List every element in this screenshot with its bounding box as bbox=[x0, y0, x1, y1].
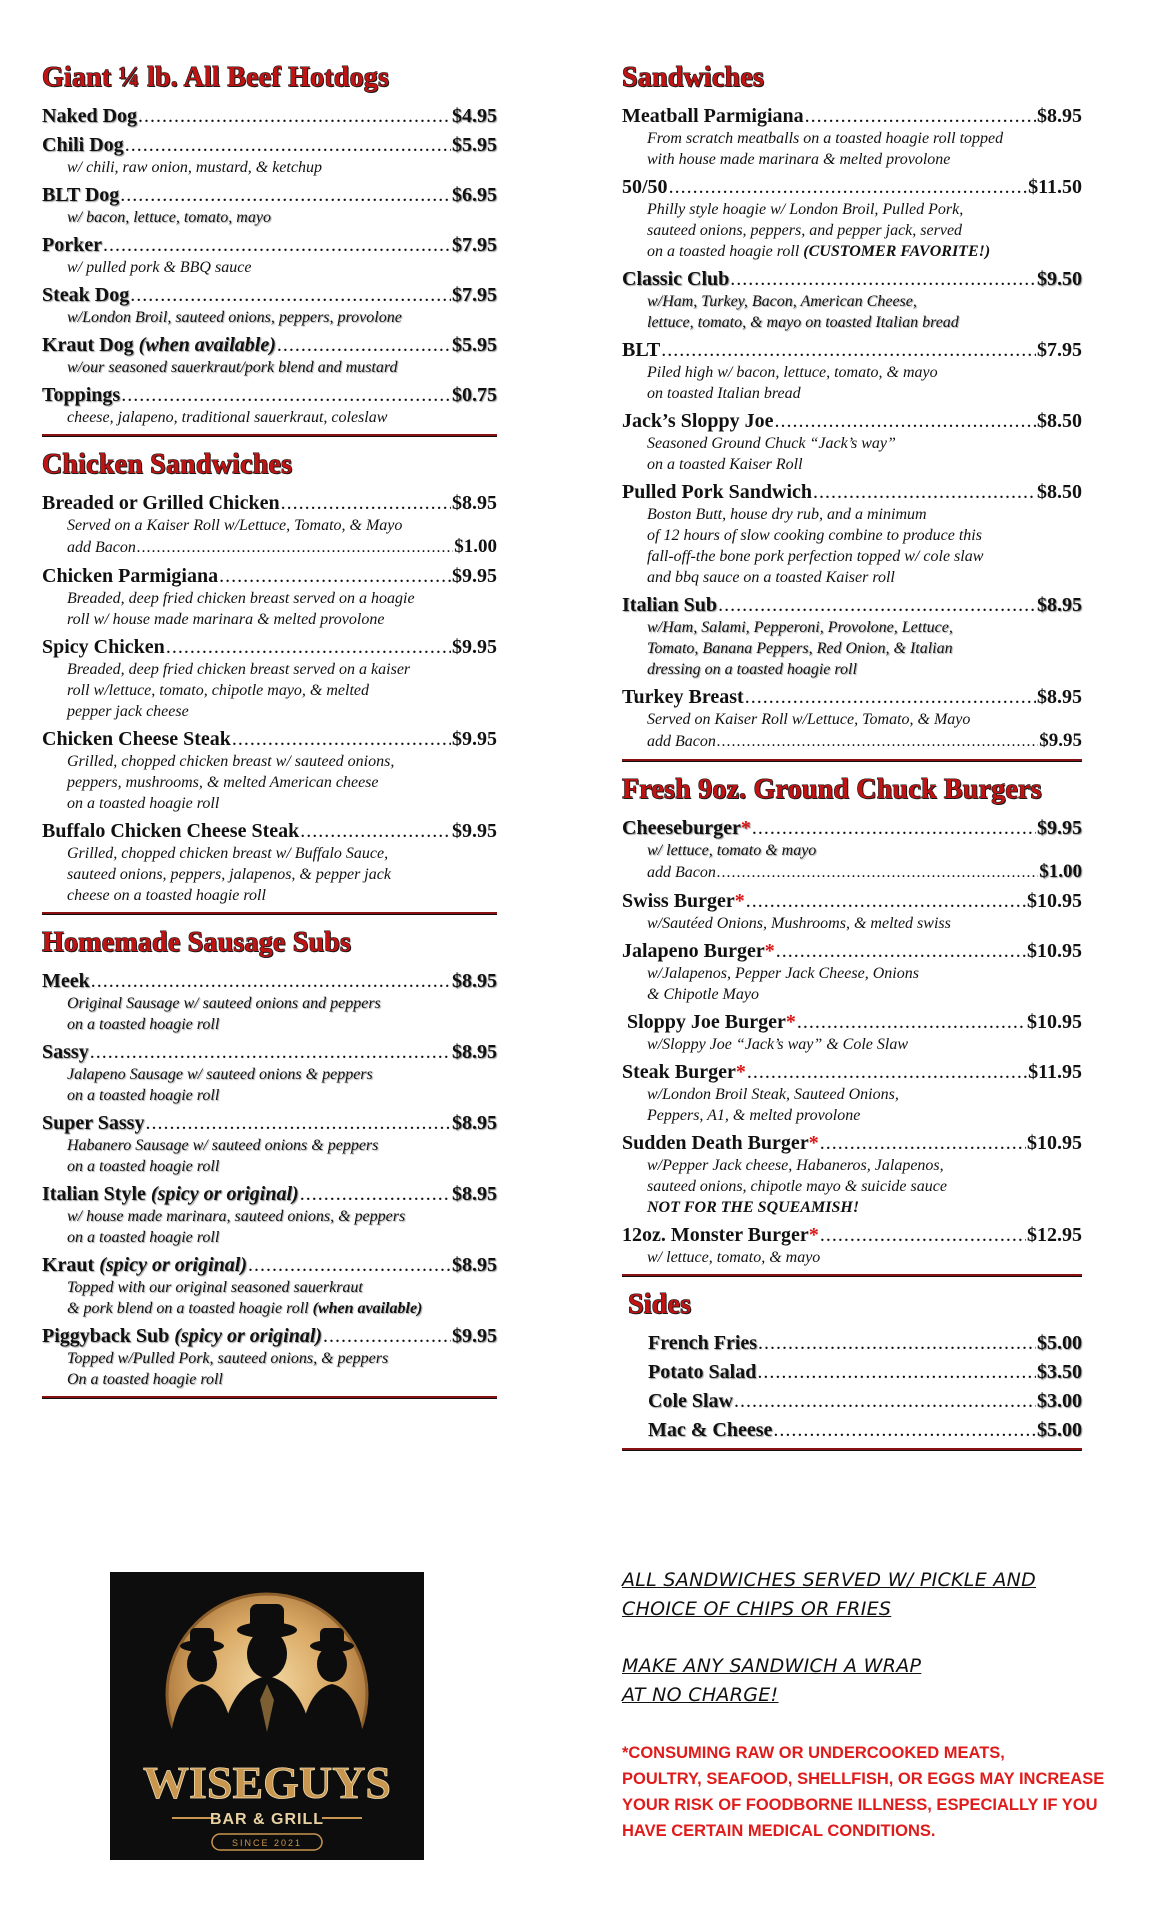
item-description: Breaded, deep fried chicken breast served on a kaiser bbox=[67, 661, 411, 678]
menu-item bbox=[622, 409, 1082, 475]
left-column bbox=[42, 62, 497, 1411]
item-name: Porker bbox=[42, 234, 102, 256]
item-price: $9.50 bbox=[1037, 268, 1082, 290]
item-description: on a toasted Kaiser Roll bbox=[647, 456, 803, 473]
item-name: 12oz. Monster Burger* bbox=[622, 1224, 819, 1246]
item-price: $4.95 bbox=[452, 105, 497, 127]
divider bbox=[42, 912, 497, 915]
item-description: w/Ham, Turkey, Bacon, American Cheese, bbox=[647, 293, 917, 310]
section-title: Sandwiches bbox=[622, 62, 765, 93]
item-price: $5.95 bbox=[452, 134, 497, 156]
menu-notes bbox=[622, 1566, 1142, 1844]
item-price: $8.95 bbox=[1037, 594, 1082, 616]
logo-since: SINCE 2021 bbox=[231, 1838, 303, 1848]
item-price: $8.95 bbox=[452, 1254, 497, 1276]
item-name: Cole Slaw bbox=[648, 1390, 733, 1412]
menu-item bbox=[622, 1223, 1082, 1268]
item-description: roll w/lettuce, tomato, chipotle mayo, & melted bbox=[67, 682, 370, 699]
item-price: $7.95 bbox=[452, 284, 497, 306]
item-name: Chili Dog bbox=[42, 134, 124, 156]
health-warning bbox=[622, 1740, 1142, 1844]
menu-item bbox=[42, 635, 497, 722]
section-title: Homemade Sausage Subs bbox=[42, 927, 352, 958]
item-description: w/ lettuce, tomato & mayo bbox=[647, 842, 817, 859]
item-name: Sassy bbox=[42, 1041, 89, 1063]
menu-item bbox=[42, 233, 497, 278]
item-price: $9.95 bbox=[452, 565, 497, 587]
item-description: Jalapeno Sausage w/ sauteed onions & peppers bbox=[67, 1066, 373, 1083]
item-name: Spicy Chicken bbox=[42, 636, 165, 658]
item-name: Kraut (spicy or original) bbox=[42, 1254, 247, 1276]
wiseguys-logo bbox=[110, 1572, 424, 1860]
item-description: and bbq sauce on a toasted Kaiser roll bbox=[647, 569, 895, 586]
item-description: cheese on a toasted hoagie roll bbox=[67, 887, 266, 904]
item-price: $10.95 bbox=[1027, 1011, 1082, 1033]
star-marker: * bbox=[735, 1061, 746, 1083]
menu-item bbox=[622, 816, 1082, 884]
item-name-suffix: (spicy or original) bbox=[174, 1325, 323, 1347]
item-price: $3.50 bbox=[1037, 1361, 1082, 1383]
item-description: w/ lettuce, tomato, & mayo bbox=[647, 1249, 821, 1266]
star-marker: * bbox=[785, 1011, 796, 1033]
menu-item bbox=[42, 104, 497, 128]
menu-item bbox=[622, 1131, 1082, 1218]
menu-item bbox=[42, 819, 497, 906]
item-addon bbox=[42, 536, 497, 559]
item-description: w/Pepper Jack cheese, Habaneros, Jalapenos, bbox=[647, 1157, 944, 1174]
item-name: Piggyback Sub (spicy or original) bbox=[42, 1325, 323, 1347]
item-name: Turkey Breast bbox=[622, 686, 744, 708]
menu-item bbox=[622, 267, 1082, 333]
item-name: French Fries bbox=[648, 1332, 758, 1354]
item-description: on toasted Italian bread bbox=[647, 385, 801, 402]
menu-item bbox=[42, 383, 497, 428]
addon-price: $9.95 bbox=[1039, 730, 1082, 751]
item-description: Peppers, A1, & melted provolone bbox=[647, 1107, 861, 1124]
item-name: Sloppy Joe Burger* bbox=[627, 1011, 796, 1033]
item-description: Grilled, chopped chicken breast w/ Buffalo Sauce, bbox=[67, 845, 389, 862]
wrap-note: MAKE ANY SANDWICH A WRAP bbox=[622, 1655, 922, 1677]
item-name: Mac & Cheese bbox=[648, 1419, 773, 1441]
item-description: peppers, mushrooms, & melted American cheese bbox=[67, 774, 379, 791]
item-name: Swiss Burger* bbox=[622, 890, 745, 912]
item-price: $9.95 bbox=[452, 820, 497, 842]
item-description: w/ house made marinara, sauteed onions, & peppers bbox=[67, 1208, 406, 1225]
logo-subtitle: BAR & GRILL bbox=[209, 1811, 325, 1828]
item-price: $12.95 bbox=[1027, 1224, 1082, 1246]
menu-item bbox=[42, 333, 497, 378]
star-marker: * bbox=[808, 1132, 819, 1154]
divider bbox=[42, 434, 497, 437]
item-name: 50/50 bbox=[622, 176, 668, 198]
sausage-section bbox=[42, 927, 497, 1399]
item-name: Breaded or Grilled Chicken bbox=[42, 492, 280, 514]
item-description: w/our seasoned sauerkraut/pork blend and mustard bbox=[67, 359, 398, 376]
item-name: Meatball Parmigiana bbox=[622, 105, 804, 127]
item-name: BLT bbox=[622, 339, 661, 361]
item-name: Jalapeno Burger* bbox=[622, 940, 775, 962]
item-description: on a toasted hoagie roll bbox=[67, 1087, 220, 1104]
item-price: $8.95 bbox=[452, 492, 497, 514]
menu-item bbox=[622, 104, 1082, 170]
item-description: on a toasted hoagie roll (CUSTOMER FAVORITE!) bbox=[647, 243, 991, 260]
star-marker: * bbox=[764, 940, 775, 962]
serving-note: CHOICE OF CHIPS OR FRIES bbox=[622, 1598, 892, 1620]
menu-item bbox=[42, 183, 497, 228]
item-name-suffix: (when available) bbox=[138, 334, 276, 356]
item-description: on a toasted hoagie roll bbox=[67, 1229, 220, 1246]
menu-item bbox=[622, 1060, 1082, 1126]
divider bbox=[42, 1396, 497, 1399]
item-name: Steak Dog bbox=[42, 284, 130, 306]
item-description: & Chipotle Mayo bbox=[647, 986, 759, 1003]
item-description: on a toasted hoagie roll bbox=[67, 1016, 220, 1033]
item-price: $5.00 bbox=[1037, 1332, 1082, 1354]
section-title: Sides bbox=[628, 1289, 692, 1320]
menu-item bbox=[622, 889, 1082, 934]
menu-item bbox=[42, 564, 497, 630]
item-name: Naked Dog bbox=[42, 105, 138, 127]
sandwiches-section bbox=[622, 62, 1082, 762]
menu-item bbox=[622, 1010, 1082, 1055]
addon-label: add Bacon bbox=[647, 733, 716, 750]
addon-price: $1.00 bbox=[454, 536, 497, 557]
section-title: Fresh 9oz. Ground Chuck Burgers bbox=[622, 774, 1042, 805]
item-description: Habanero Sausage w/ sauteed onions & peppers bbox=[67, 1137, 379, 1154]
item-description: Tomato, Banana Peppers, Red Onion, & Italian bbox=[647, 640, 953, 657]
item-description: with house made marinara & melted provolone bbox=[647, 151, 951, 168]
item-description: lettuce, tomato, & mayo on toasted Italian bread bbox=[647, 314, 959, 331]
menu-item bbox=[42, 1324, 497, 1390]
item-name: Sudden Death Burger* bbox=[622, 1132, 819, 1154]
item-description: Topped with our original seasoned sauerkraut bbox=[67, 1279, 363, 1296]
menu-item bbox=[622, 338, 1082, 404]
section-title: Chicken Sandwiches bbox=[42, 449, 293, 480]
item-description: On a toasted hoagie roll bbox=[67, 1371, 223, 1388]
item-name-suffix: (spicy or original) bbox=[150, 1183, 299, 1205]
warning-line: *CONSUMING RAW OR UNDERCOOKED MEATS, bbox=[622, 1744, 1005, 1762]
hotdogs-section bbox=[42, 62, 497, 437]
section-title: Giant ¼ lb. All Beef Hotdogs bbox=[42, 62, 390, 93]
item-price: $9.95 bbox=[452, 728, 497, 750]
menu-item bbox=[42, 283, 497, 328]
item-price: $7.95 bbox=[1037, 339, 1082, 361]
menu-item bbox=[42, 491, 497, 559]
item-name: Super Sassy bbox=[42, 1112, 145, 1134]
item-description: on a toasted hoagie roll bbox=[67, 795, 220, 812]
item-description: Topped w/Pulled Pork, sauteed onions, & peppers bbox=[67, 1350, 389, 1367]
item-price: $6.95 bbox=[452, 184, 497, 206]
item-description: Served on Kaiser Roll w/Lettuce, Tomato, & Mayo bbox=[647, 711, 971, 728]
item-name: Chicken Parmigiana bbox=[42, 565, 219, 587]
item-description: Served on a Kaiser Roll w/Lettuce, Tomato, & Mayo bbox=[67, 517, 403, 534]
item-name: Chicken Cheese Steak bbox=[42, 728, 231, 750]
addon-price: $1.00 bbox=[1039, 861, 1082, 882]
item-description: w/Ham, Salami, Pepperoni, Provolone, Lettuce, bbox=[647, 619, 953, 636]
item-addon bbox=[622, 730, 1082, 753]
serving-note: ALL SANDWICHES SERVED W/ PICKLE AND bbox=[622, 1569, 1037, 1591]
divider bbox=[622, 1448, 1082, 1451]
item-name: Cheeseburger* bbox=[622, 817, 751, 839]
menu-item bbox=[42, 1182, 497, 1248]
item-name-suffix: (spicy or original) bbox=[99, 1254, 247, 1276]
item-description: w/ pulled pork & BBQ sauce bbox=[67, 259, 252, 276]
item-description: roll w/ house made marinara & melted provolone bbox=[67, 611, 385, 628]
favorite-note: (CUSTOMER FAVORITE!) bbox=[803, 243, 991, 260]
item-name: Pulled Pork Sandwich bbox=[622, 481, 813, 503]
menu-item bbox=[622, 685, 1082, 753]
item-price: $5.95 bbox=[452, 334, 497, 356]
burgers-section bbox=[622, 774, 1082, 1277]
item-price: $11.50 bbox=[1028, 176, 1082, 198]
menu-item bbox=[42, 969, 497, 1035]
chicken-section bbox=[42, 449, 497, 915]
item-price: $9.95 bbox=[1037, 817, 1082, 839]
item-description: Boston Butt, house dry rub, and a minimum bbox=[647, 506, 927, 523]
availability-note: (when available) bbox=[312, 1300, 423, 1317]
logo-graphic bbox=[110, 1572, 424, 1860]
menu-item bbox=[622, 1360, 1082, 1384]
warning-note: NOT FOR THE SQUEAMISH! bbox=[647, 1199, 860, 1216]
item-description: sauteed onions, peppers, and pepper jack, served bbox=[647, 222, 963, 239]
item-description: & pork blend on a toasted hoagie roll (when available) bbox=[67, 1300, 423, 1317]
item-description: Seasoned Ground Chuck “Jack’s way” bbox=[647, 435, 896, 452]
addon-label: add Bacon bbox=[647, 864, 716, 881]
menu-item bbox=[622, 939, 1082, 1005]
item-description: fall-off-the bone pork perfection topped w/ cole slaw bbox=[647, 548, 984, 565]
item-description: w/ chili, raw onion, mustard, & ketchup bbox=[67, 159, 322, 176]
menu-item bbox=[622, 1331, 1082, 1355]
item-price: $5.00 bbox=[1037, 1419, 1082, 1441]
item-name: Steak Burger* bbox=[622, 1061, 746, 1083]
item-price: $0.75 bbox=[452, 384, 497, 406]
item-price: $8.50 bbox=[1037, 410, 1082, 432]
item-price: $7.95 bbox=[452, 234, 497, 256]
divider bbox=[622, 759, 1082, 762]
item-price: $10.95 bbox=[1027, 890, 1082, 912]
item-description: w/Jalapenos, Pepper Jack Cheese, Onions bbox=[647, 965, 919, 982]
item-description: w/Sloppy Joe “Jack’s way” & Cole Slaw bbox=[647, 1036, 909, 1053]
item-name: Buffalo Chicken Cheese Steak bbox=[42, 820, 300, 842]
item-price: $11.95 bbox=[1028, 1061, 1082, 1083]
menu-item bbox=[622, 1389, 1082, 1413]
item-name: Toppings bbox=[42, 384, 121, 406]
menu-item bbox=[42, 1111, 497, 1177]
menu-item bbox=[622, 1418, 1082, 1442]
item-description: pepper jack cheese bbox=[67, 703, 189, 720]
item-price: $8.50 bbox=[1037, 481, 1082, 503]
item-description: on a toasted hoagie roll bbox=[67, 1158, 220, 1175]
item-addon bbox=[622, 861, 1082, 884]
item-name: Classic Club bbox=[622, 268, 730, 290]
star-marker: * bbox=[740, 817, 751, 839]
menu-item bbox=[622, 175, 1082, 262]
item-price: $9.95 bbox=[452, 636, 497, 658]
star-marker: * bbox=[734, 890, 745, 912]
item-name: Italian Style (spicy or original) bbox=[42, 1183, 299, 1205]
item-description: w/London Broil Steak, Sauteed Onions, bbox=[647, 1086, 899, 1103]
item-description: dressing on a toasted hoagie roll bbox=[647, 661, 857, 678]
item-description: Piled high w/ bacon, lettuce, tomato, & mayo bbox=[647, 364, 938, 381]
addon-label: add Bacon bbox=[67, 539, 136, 556]
item-name: BLT Dog bbox=[42, 184, 120, 206]
item-price: $8.95 bbox=[1037, 686, 1082, 708]
menu-item bbox=[42, 1253, 497, 1319]
item-description: sauteed onions, chipotle mayo & suicide sauce bbox=[647, 1178, 947, 1195]
item-description: w/London Broil, sauteed onions, peppers, provolone bbox=[67, 309, 402, 326]
right-column bbox=[622, 62, 1082, 1463]
item-name: Meek bbox=[42, 970, 90, 992]
item-description: Original Sausage w/ sauteed onions and peppers bbox=[67, 995, 381, 1012]
star-marker: * bbox=[808, 1224, 819, 1246]
menu-item bbox=[42, 133, 497, 178]
menu-item bbox=[42, 727, 497, 814]
item-description: w/ bacon, lettuce, tomato, mayo bbox=[67, 209, 271, 226]
item-price: $3.00 bbox=[1037, 1390, 1082, 1412]
item-price: $8.95 bbox=[452, 1112, 497, 1134]
item-price: $10.95 bbox=[1027, 940, 1082, 962]
item-description: Grilled, chopped chicken breast w/ sauteed onions, bbox=[67, 753, 395, 770]
item-description: cheese, jalapeno, traditional sauerkraut, coleslaw bbox=[67, 409, 388, 426]
item-name: Potato Salad bbox=[648, 1361, 757, 1383]
sides-section bbox=[622, 1289, 1082, 1451]
item-description: w/Sautéed Onions, Mushrooms, & melted swiss bbox=[647, 915, 951, 932]
item-description: Philly style hoagie w/ London Broil, Pulled Pork, bbox=[647, 201, 964, 218]
item-description: From scratch meatballs on a toasted hoagie roll topped bbox=[647, 130, 1004, 147]
item-price: $8.95 bbox=[452, 970, 497, 992]
item-price: $10.95 bbox=[1027, 1132, 1082, 1154]
item-name: Jack’s Sloppy Joe bbox=[622, 410, 774, 432]
item-price: $8.95 bbox=[452, 1183, 497, 1205]
item-price: $8.95 bbox=[452, 1041, 497, 1063]
logo-name: WISEGUYS bbox=[143, 1757, 391, 1808]
menu-item bbox=[622, 593, 1082, 680]
menu-item bbox=[42, 1040, 497, 1106]
item-name: Kraut Dog (when available) bbox=[42, 334, 276, 356]
wrap-note: AT NO CHARGE! bbox=[622, 1684, 779, 1706]
warning-line: HAVE CERTAIN MEDICAL CONDITIONS. bbox=[622, 1822, 936, 1840]
item-description: of 12 hours of slow cooking combine to produce this bbox=[647, 527, 982, 544]
item-description: Breaded, deep fried chicken breast served on a hoagie bbox=[67, 590, 415, 607]
item-price: $9.95 bbox=[452, 1325, 497, 1347]
divider bbox=[622, 1274, 1082, 1277]
warning-line: YOUR RISK OF FOODBORNE ILLNESS, ESPECIALLY IF YOU bbox=[622, 1796, 1098, 1814]
warning-line: POULTRY, SEAFOOD, SHELLFISH, OR EGGS MAY INCREASE bbox=[622, 1770, 1105, 1788]
item-price: $8.95 bbox=[1037, 105, 1082, 127]
item-description: sauteed onions, peppers, jalapenos, & pepper jack bbox=[67, 866, 391, 883]
item-name: Italian Sub bbox=[622, 594, 718, 616]
menu-item bbox=[622, 480, 1082, 588]
